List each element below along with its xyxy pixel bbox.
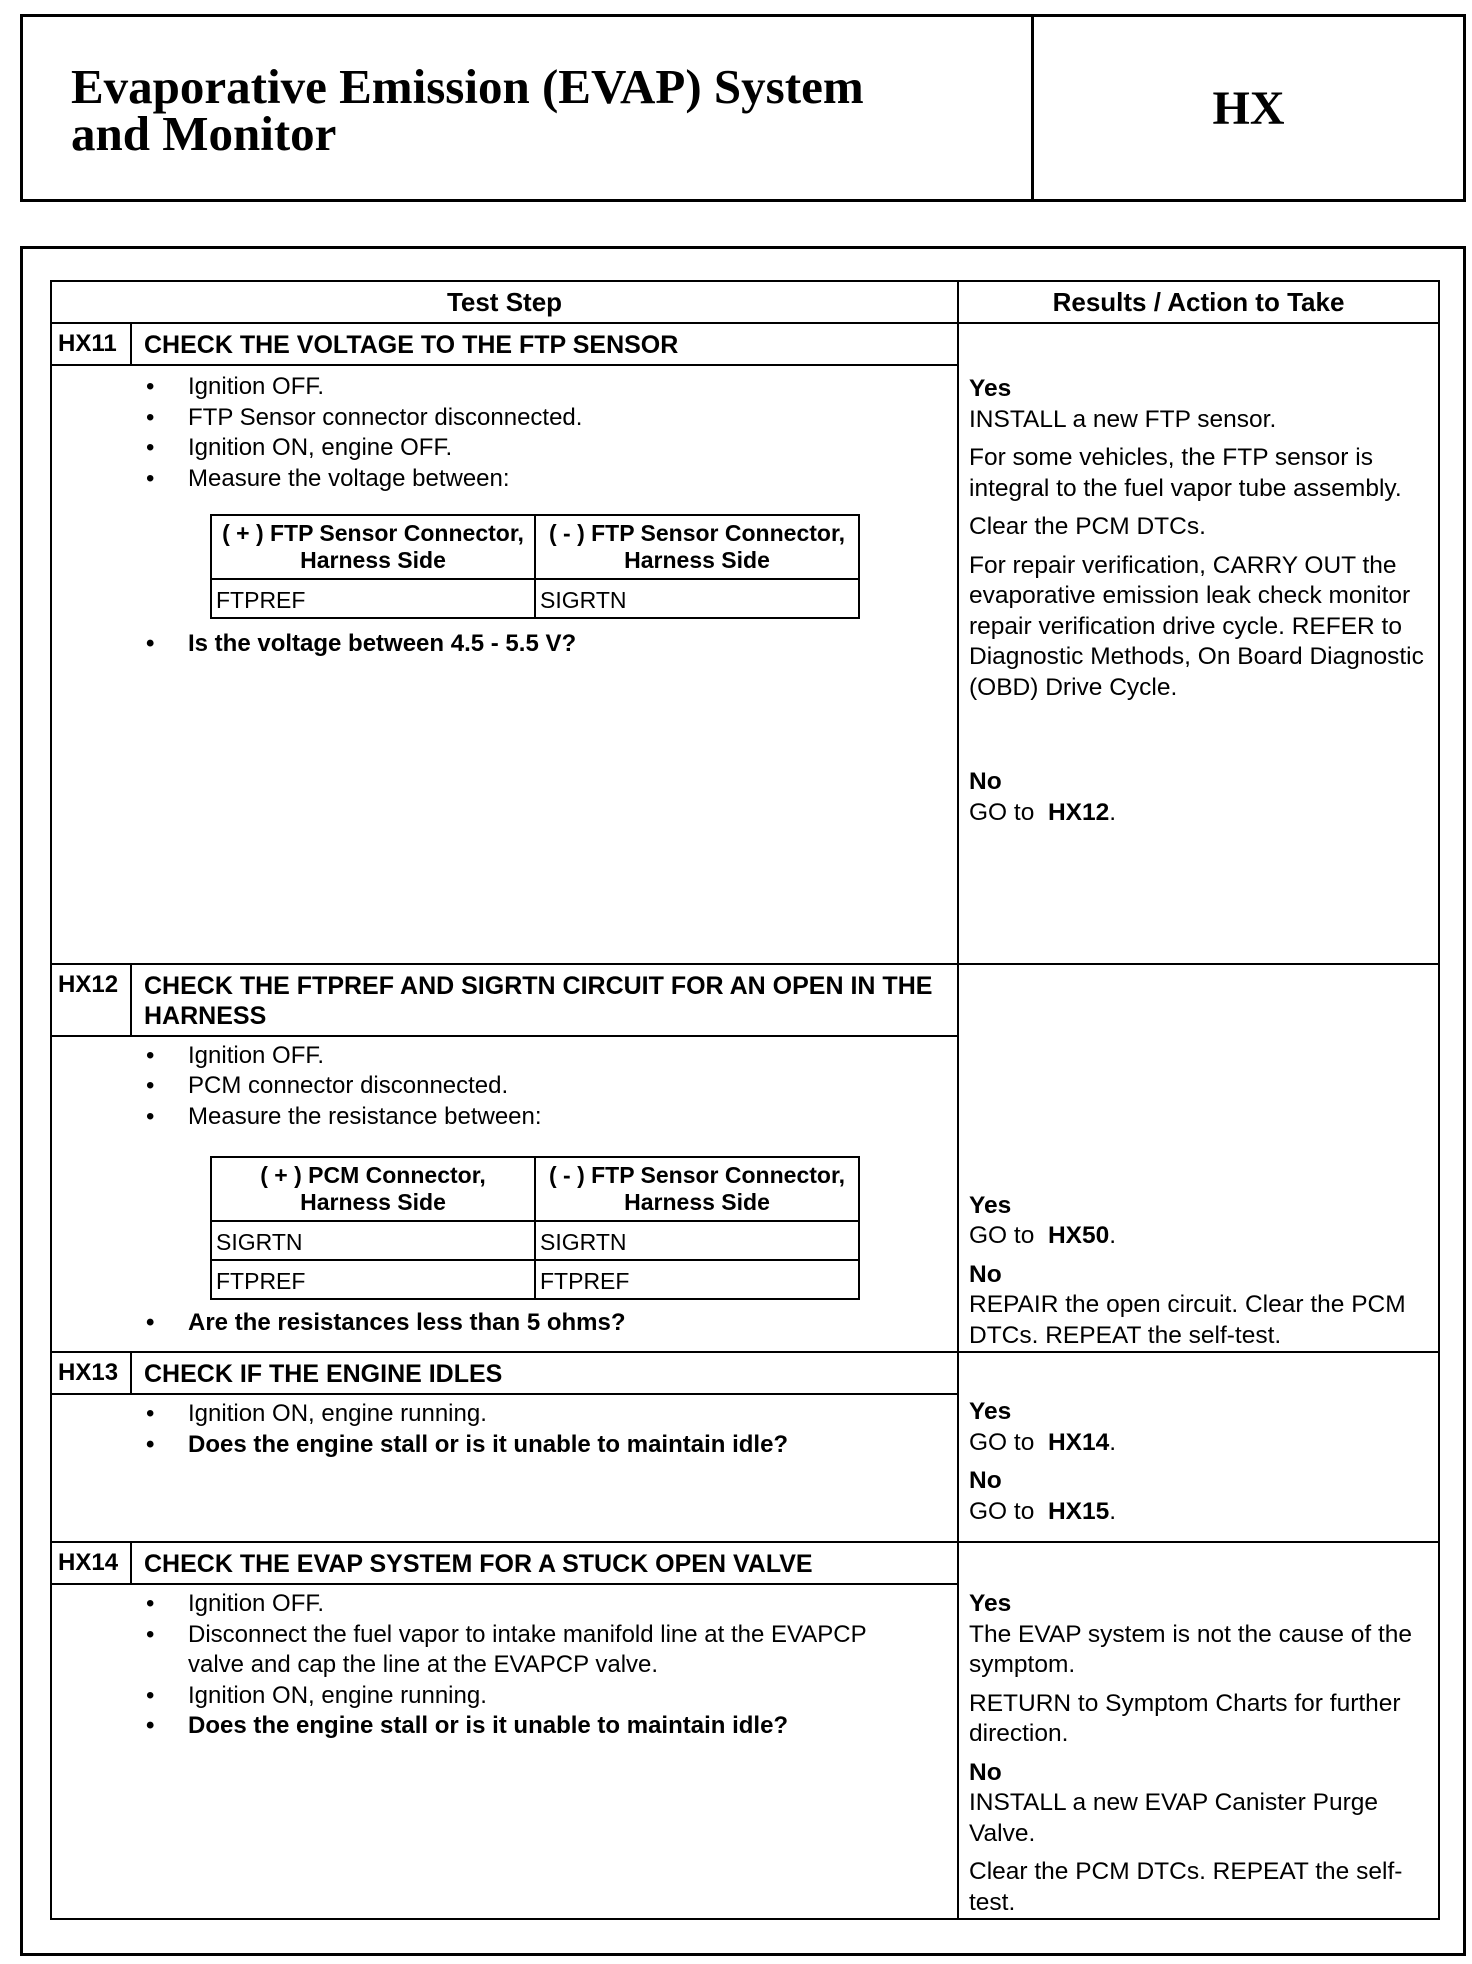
instruction-list <box>144 372 957 494</box>
goto-text: GO to <box>969 1428 1035 1456</box>
step-body <box>52 1037 957 1352</box>
table-header-row <box>51 281 1439 323</box>
measurement-table <box>210 514 860 619</box>
result-body <box>959 324 1438 828</box>
instruction-item: • FTP Sensor connector disconnected. <box>144 403 957 434</box>
instruction-list <box>144 1589 917 1742</box>
result-cell <box>958 964 1439 1353</box>
yes-label: Yes <box>969 1590 1012 1617</box>
goto-text: GO to <box>969 1497 1035 1525</box>
instruction-item: • Ignition OFF. <box>144 372 957 403</box>
step-id: HX11 <box>52 324 132 364</box>
step-header <box>52 965 957 1037</box>
yes-label: Yes <box>969 1191 1012 1219</box>
no-label: No <box>969 1467 1002 1494</box>
measurement-cell: SIGRTN <box>211 1221 535 1260</box>
question-list <box>144 1308 957 1339</box>
instruction-item: • Measure the voltage between: <box>144 464 957 495</box>
result-cell <box>958 1352 1439 1542</box>
result-line: For some vehicles, the FTP sensor is integral to the fuel vapor tube assembly. <box>969 444 1402 502</box>
result-body <box>959 1353 1438 1527</box>
goto-target-link[interactable]: HX12 <box>1047 798 1110 826</box>
result-body <box>959 1543 1438 1918</box>
result-line: The EVAP system is not the cause of the symptom. <box>969 1620 1413 1678</box>
instruction-item: • Ignition ON, engine running. <box>144 1399 957 1430</box>
yes-label: Yes <box>969 375 1012 402</box>
result-line: For repair verification, CARRY OUT the evaporative emission leak check monitor repair verification drive cycle. REFER to Diagnostic Methods, On Board Diagnostic (OBD) Drive Cycle. <box>969 551 1424 701</box>
step-header <box>52 1353 957 1395</box>
step-body <box>52 1585 957 1918</box>
step-title: CHECK THE EVAP SYSTEM FOR A STUCK OPEN VALVE <box>144 1550 813 1578</box>
instruction-item: • Ignition ON, engine OFF. <box>144 433 957 464</box>
step-header <box>52 1543 957 1585</box>
measurement-header: ( + ) FTP Sensor Connector, Harness Side <box>211 515 535 579</box>
step-id: HX12 <box>52 965 132 1035</box>
step-question: • Does the engine stall or is it unable to maintain idle? <box>144 1430 957 1461</box>
goto-target-link[interactable]: HX50 <box>1047 1222 1110 1249</box>
no-label: No <box>969 1758 1002 1786</box>
result-line: RETURN to Symptom Charts for further direction. <box>969 1689 1401 1747</box>
test-step-cell <box>51 323 958 964</box>
step-title: CHECK THE FTPREF AND SIGRTN CIRCUIT FOR AN OPEN IN THE HARNESS <box>144 971 933 1030</box>
section-code: HX <box>1212 81 1285 135</box>
step-title: CHECK THE VOLTAGE TO THE FTP SENSOR <box>144 331 679 359</box>
instruction-list <box>144 1399 957 1460</box>
page-title-line2: and Monitor <box>71 106 337 161</box>
measurement-cell: SIGRTN <box>535 579 859 618</box>
test-step-cell <box>51 1352 958 1542</box>
step-header <box>52 324 957 366</box>
step-row-hx12 <box>51 964 1439 1353</box>
step-row-hx11 <box>51 323 1439 964</box>
measurement-cell: SIGRTN <box>535 1221 859 1260</box>
step-body <box>52 366 957 963</box>
measurement-cell: FTPREF <box>535 1260 859 1299</box>
no-label: No <box>969 768 1002 795</box>
yes-label: Yes <box>969 1398 1012 1425</box>
result-line: GO to HX50. <box>969 1222 1117 1249</box>
no-label: No <box>969 1260 1002 1288</box>
step-question: • Does the engine stall or is it unable to maintain idle? <box>144 1711 917 1742</box>
instruction-item: • Ignition OFF. <box>144 1589 917 1620</box>
measurement-header: ( + ) PCM Connector, Harness Side <box>211 1157 535 1221</box>
page-title <box>71 59 1001 161</box>
measurement-table <box>210 1156 860 1300</box>
goto-target-link[interactable]: HX15 <box>1047 1497 1110 1525</box>
result-line: INSTALL a new EVAP Canister Purge Valve. <box>969 1789 1378 1847</box>
step-id: HX14 <box>52 1543 132 1583</box>
test-step-cell <box>51 1542 958 1919</box>
instruction-item: • Disconnect the fuel vapor to intake manifold line at the EVAPCP valve and cap the line at the EVAPCP valve. <box>144 1620 917 1681</box>
page-header <box>20 14 1466 202</box>
step-body <box>52 1395 957 1541</box>
step-title: CHECK IF THE ENGINE IDLES <box>144 1360 503 1388</box>
measurement-cell: FTPREF <box>211 579 535 618</box>
result-line: GO to HX12. <box>969 798 1117 826</box>
result-line: GO to HX14. <box>969 1428 1117 1456</box>
step-question: • Are the resistances less than 5 ohms? <box>144 1308 957 1339</box>
goto-text: GO to <box>969 798 1035 826</box>
instruction-item: • Measure the resistance between: <box>144 1102 957 1133</box>
measurement-cell: FTPREF <box>211 1260 535 1299</box>
instruction-list <box>144 1041 957 1133</box>
measurement-header: ( - ) FTP Sensor Connector, Harness Side <box>535 1157 859 1221</box>
result-cell <box>958 323 1439 964</box>
step-row-hx14 <box>51 1542 1439 1919</box>
result-line: GO to HX15. <box>969 1497 1117 1525</box>
instruction-item: • Ignition ON, engine running. <box>144 1681 917 1712</box>
pinpoint-test-table <box>50 280 1440 1920</box>
question-list <box>144 629 957 660</box>
result-line: REPAIR the open circuit. Clear the PCM DTCs. REPEAT the self-test. <box>969 1291 1406 1349</box>
step-id: HX13 <box>52 1353 132 1393</box>
result-body <box>959 965 1438 1352</box>
result-line: Clear the PCM DTCs. <box>969 513 1206 540</box>
page-title-line1: Evaporative Emission (EVAP) System <box>71 59 864 114</box>
instruction-item: • Ignition OFF. <box>144 1041 957 1072</box>
column-header-results: Results / Action to Take <box>958 281 1439 323</box>
step-row-hx13 <box>51 1352 1439 1542</box>
column-header-test-step: Test Step <box>51 281 958 323</box>
goto-text: GO to <box>969 1222 1035 1249</box>
goto-target-link[interactable]: HX14 <box>1047 1428 1110 1456</box>
step-question: • Is the voltage between 4.5 - 5.5 V? <box>144 629 957 660</box>
test-step-cell <box>51 964 958 1353</box>
result-line: INSTALL a new FTP sensor. <box>969 405 1277 433</box>
instruction-item: • PCM connector disconnected. <box>144 1071 957 1102</box>
result-line: Clear the PCM DTCs. REPEAT the self-test. <box>969 1858 1403 1916</box>
measurement-header: ( - ) FTP Sensor Connector, Harness Side <box>535 515 859 579</box>
result-cell <box>958 1542 1439 1919</box>
